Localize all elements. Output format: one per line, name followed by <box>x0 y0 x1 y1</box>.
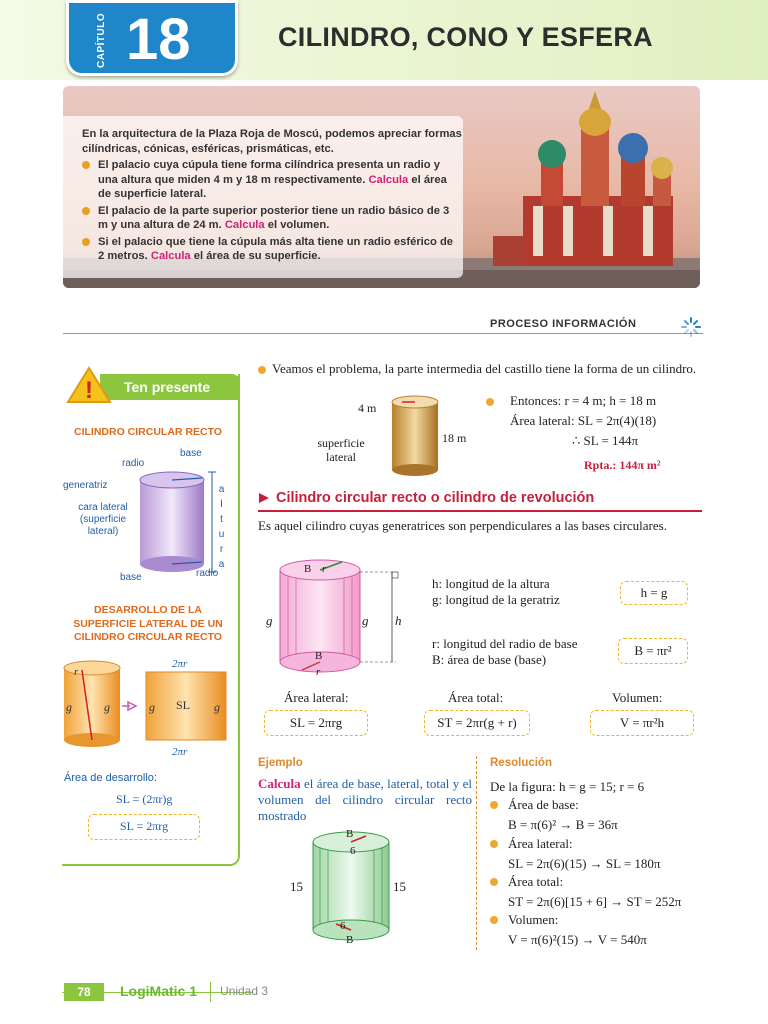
def-r: r: longitud del radio de base <box>432 636 578 651</box>
resolution-b2: Área lateral: <box>508 836 573 851</box>
bullet-icon <box>490 916 498 924</box>
label-cara-lateral: cara lateral (superficie lateral) <box>78 502 128 537</box>
area-formula-2-box: SL = 2πrg <box>88 814 200 840</box>
bullet-icon <box>490 801 498 809</box>
problem-line-2: Área lateral: SL = 2π(4)(18) <box>510 413 657 428</box>
lateral-area-formula: SL = 2πrg <box>264 710 368 736</box>
bullet-icon <box>490 878 498 886</box>
label-altura: altura <box>216 484 227 574</box>
triangle-bullet-icon <box>258 492 270 504</box>
resolution-b3-formula: ST = 2π(6)[15 + 6] → ST = 252π <box>508 894 682 909</box>
total-area-formula: ST = 2πr(g + r) <box>424 710 530 736</box>
section-definition: Es aquel cilindro cuyas generatrices son perpendiculares a las bases circulares. <box>258 518 667 533</box>
dev-bottom-label: 2πr <box>172 746 188 758</box>
process-divider <box>63 333 703 334</box>
bullet-icon <box>486 398 494 406</box>
resolution-b2-formula: SL = 2π(6)(15) → SL = 180π <box>508 856 661 871</box>
bullet-icon <box>490 840 498 848</box>
label-superficie-lateral: superficie lateral <box>317 436 365 464</box>
problem-line-3: ∴ SL = 144π <box>572 433 639 448</box>
intro-bullet-3: Si el palacio que tiene la cúpula más alta tiene un radio esférico de 2 metros. Calcula el área de su superficie. <box>82 235 462 264</box>
resolution-b1-formula: B = π(6)² → B = 36π <box>508 817 618 832</box>
dev-top-label: 2πr <box>172 658 188 670</box>
area-formula-1: SL = (2πr)g <box>116 792 173 806</box>
total-area-label: Área total: <box>448 690 504 705</box>
label-base: base <box>180 448 202 459</box>
def-h: h: longitud de la altura <box>432 576 550 591</box>
dev-g-left: g <box>66 700 72 714</box>
green-label-B-bottom: B <box>346 934 354 946</box>
problem-line-1: Entonces: r = 4 m; h = 18 m <box>510 393 657 408</box>
intro-bullet-1: El palacio cuya cúpula tiene forma cilíndrica presenta un radio y una altura que miden 4 m y 18 m respectivamente. Calcula el área de superficie lateral. <box>82 158 462 202</box>
label-generatriz: generatriz <box>63 480 108 491</box>
footer-unit: Unidad 3 <box>220 984 269 998</box>
example-statement: Calcula el área de base, lateral, total y el volumen del cilindro circular recto mostrado <box>258 776 473 823</box>
intro-bullet-2: El palacio de la parte superior posterior tiene un radio básico de 3 m y una altura de 24 m. Calcula el volumen. <box>82 204 462 233</box>
pink-label-r-top: r <box>322 563 327 575</box>
label-radio: radio <box>122 458 145 469</box>
example-heading: Ejemplo <box>258 757 303 769</box>
pink-label-g-right: g <box>362 613 369 628</box>
chapter-title: CILINDRO, CONO Y ESFERA <box>278 22 653 52</box>
chapter-word: CAPÍTULO <box>96 12 107 68</box>
intro-text <box>82 127 462 266</box>
sidebar-heading-2: DESARROLLO DE LA SUPERFICIE LATERAL DE UN CILINDRO CIRCULAR RECTO <box>73 604 223 643</box>
green-label-B-top: B <box>346 828 354 840</box>
pink-label-h: h <box>395 613 402 628</box>
section-title: Cilindro circular recto o cilindro de revolución <box>276 490 595 506</box>
box-h-eq-g: h = g <box>620 581 688 605</box>
dev-sl: SL <box>176 698 191 712</box>
intro-lead: En la arquitectura de la Plaza Roja de Moscú, podemos apreciar formas cilíndricas, cónicas, esféricas, prismáticas, etc. <box>82 128 462 155</box>
volume-formula: V = πr²h <box>590 710 694 736</box>
volume-label: Volumen: <box>612 690 663 705</box>
area-desarrollo-label: Área de desarrollo: <box>64 772 157 784</box>
pink-label-g-left: g <box>266 613 273 628</box>
resolution-heading: Resolución <box>490 757 552 769</box>
resolution-divider <box>476 756 477 950</box>
footer-brand: LogiMatic 1 <box>120 983 198 999</box>
sidebar-heading-1: CILINDRO CIRCULAR RECTO <box>74 426 222 438</box>
process-label: PROCESO INFORMACIÓN <box>490 318 637 330</box>
label-base-bottom: base <box>120 572 142 583</box>
dev-r: r <box>74 666 79 678</box>
label-18m: 18 m <box>442 431 467 445</box>
bullet-icon <box>258 366 266 374</box>
ten-presente-tab: Ten presente <box>100 374 240 400</box>
dev-g-rect-left: g <box>149 700 155 714</box>
section-underline <box>258 510 702 512</box>
label-4m: 4 m <box>358 401 377 415</box>
dev-g-right: g <box>104 700 110 714</box>
green-label-6-bottom: 6 <box>340 920 346 932</box>
resolution-b1: Área de base: <box>508 797 579 812</box>
def-B: B: área de base (base) <box>432 652 547 667</box>
dev-g-rect-right: g <box>214 700 220 714</box>
problem-intro: Veamos el problema, la parte intermedia del castillo tiene la forma de un cilindro. <box>272 361 697 376</box>
pink-label-r-bottom: r <box>316 666 321 678</box>
resolution-b4: Volumen: <box>508 912 559 927</box>
gold-cylinder-illustration <box>386 394 442 480</box>
pink-label-B-top: B <box>304 563 312 575</box>
resolution-b4-formula: V = π(6)²(15) → V = 540π <box>508 932 647 947</box>
resolution-line-0: De la figura: h = g = 15; r = 6 <box>490 779 645 794</box>
def-g: g: longitud de la geratriz <box>432 592 560 607</box>
loading-spinner-icon <box>680 316 702 338</box>
svg-text:!: ! <box>85 377 93 404</box>
warning-icon <box>66 366 112 406</box>
green-label-15-right: 15 <box>393 879 406 894</box>
page-number: 78 <box>64 983 104 1001</box>
box-B-formula: B = πr² <box>618 638 688 664</box>
green-label-6-top: 6 <box>350 845 356 857</box>
resolution-b3: Área total: <box>508 874 564 889</box>
lateral-area-label: Área lateral: <box>284 690 349 705</box>
pink-label-B-bottom: B <box>315 650 323 662</box>
label-radio-bottom: radio <box>196 568 219 579</box>
pink-cylinder-diagram <box>262 554 412 684</box>
green-label-15-left: 15 <box>290 879 303 894</box>
footer-separator <box>210 982 211 1002</box>
problem-answer: Rpta.: 144π m² <box>584 458 661 472</box>
chapter-number: 18 <box>126 7 191 72</box>
